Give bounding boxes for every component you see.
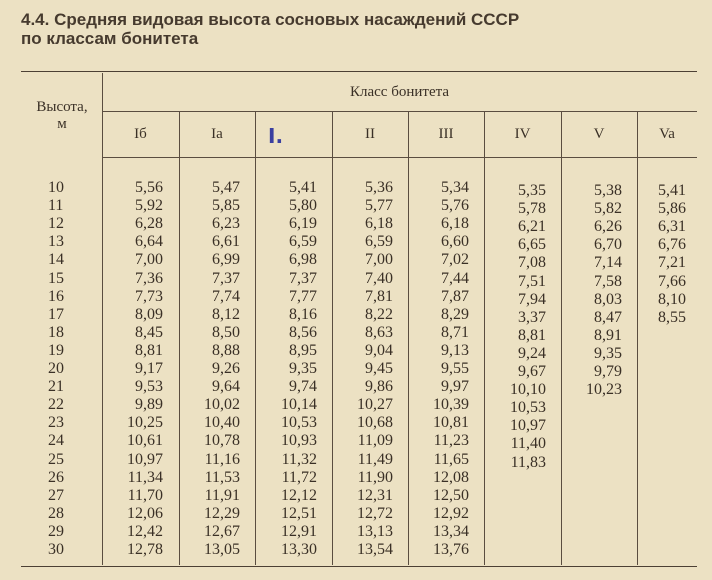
value-cell-i: 5,41 <box>289 179 317 196</box>
value-cell-ib: 7,73 <box>135 287 163 305</box>
value-cell-va: 8,55 <box>658 308 686 326</box>
value-cell-i: 9,35 <box>289 360 317 377</box>
title-line-1: 4.4. Средняя видовая высота сосновых насаждений СССР <box>21 10 520 29</box>
value-cell-ib: 5,56 <box>135 179 163 196</box>
value-cell-ia: 7,74 <box>212 287 240 305</box>
value-cell-iii: 6,60 <box>441 233 469 251</box>
height-cell: 21 <box>48 378 64 396</box>
column-divider <box>484 112 485 565</box>
height-cell: 24 <box>48 432 64 450</box>
value-cell-ib: 12,78 <box>127 541 163 558</box>
value-cell-iii: 5,34 <box>441 179 469 196</box>
column-header-ia: Iа <box>211 126 223 142</box>
title-line-2: по классам бонитета <box>21 29 199 48</box>
value-cell-i: 11,32 <box>281 450 317 468</box>
value-cell-ii: 10,68 <box>357 414 393 432</box>
value-cell-iii: 7,44 <box>441 269 469 287</box>
height-cell: 22 <box>48 396 64 414</box>
table-title <box>21 10 519 48</box>
value-cell-i: 8,95 <box>289 341 317 359</box>
value-cell-i: 10,53 <box>281 414 317 432</box>
value-cell-ib: 12,42 <box>127 522 163 540</box>
value-cell-iv: 5,35 <box>518 182 546 199</box>
value-cell-ib: 9,89 <box>135 396 163 414</box>
value-cell-ii: 6,59 <box>365 233 393 251</box>
height-cell: 20 <box>48 360 64 377</box>
height-cell: 13 <box>48 233 64 251</box>
value-cell-i: 6,59 <box>289 233 317 251</box>
value-cell-iii: 8,29 <box>441 305 469 323</box>
column-header-i-handwritten: I. <box>268 124 284 148</box>
value-cell-iv: 10,10 <box>510 381 546 399</box>
value-cell-ii: 12,72 <box>357 504 393 522</box>
value-cell-i: 12,12 <box>281 486 317 504</box>
value-cell-iv: 6,21 <box>518 218 546 236</box>
value-cell-iii: 6,18 <box>441 215 469 233</box>
value-cell-iv: 10,97 <box>510 417 546 435</box>
value-cell-iii: 10,81 <box>433 414 469 432</box>
value-cell-i: 13,30 <box>281 541 317 558</box>
value-cell-ia: 11,91 <box>204 486 240 504</box>
value-cell-ii: 8,22 <box>365 305 393 323</box>
value-cell-iv: 9,24 <box>518 344 546 362</box>
value-cell-ia: 11,53 <box>204 468 240 486</box>
value-cell-ia: 8,88 <box>212 341 240 359</box>
height-cell: 17 <box>48 305 64 323</box>
column-header-ii: II <box>365 126 375 142</box>
value-cell-ib: 6,28 <box>135 215 163 233</box>
height-cell: 29 <box>48 522 64 540</box>
column-divider <box>637 112 638 565</box>
value-cell-ii: 9,04 <box>365 341 393 359</box>
value-cell-ii: 8,63 <box>365 323 393 341</box>
height-unit: м <box>57 116 67 132</box>
value-cell-ii: 9,45 <box>365 360 393 377</box>
value-cell-ib: 8,45 <box>135 323 163 341</box>
value-cell-ia: 7,37 <box>212 269 240 287</box>
height-cell: 30 <box>48 541 64 558</box>
value-cell-ib: 10,97 <box>127 450 163 468</box>
table-bottom-rule <box>21 566 697 567</box>
value-cell-iii: 11,23 <box>433 432 469 450</box>
value-cell-ii: 9,86 <box>365 378 393 396</box>
value-cell-va: 7,66 <box>658 272 686 290</box>
value-cell-iii: 7,02 <box>441 251 469 269</box>
value-cell-iv: 7,51 <box>518 272 546 290</box>
value-cell-ia: 8,50 <box>212 323 240 341</box>
value-cell-iii: 9,97 <box>441 378 469 396</box>
value-cell-va: 6,76 <box>658 236 686 254</box>
column-header-v: V <box>593 126 605 142</box>
value-cell-ib: 10,25 <box>127 414 163 432</box>
value-cell-iv: 10,53 <box>510 399 546 417</box>
value-cell-va: 8,10 <box>658 290 686 308</box>
value-cell-v: 7,58 <box>594 272 622 290</box>
value-cell-i: 6,19 <box>289 215 317 233</box>
value-cell-iii: 5,76 <box>441 197 469 215</box>
value-cell-v: 9,35 <box>594 344 622 362</box>
value-cell-i: 10,14 <box>281 396 317 414</box>
height-label: Высота, <box>36 99 88 115</box>
value-cell-iv: 5,78 <box>518 200 546 218</box>
value-cell-ia: 13,05 <box>204 541 240 558</box>
value-cell-iv: 11,83 <box>510 453 546 471</box>
value-cell-ib: 8,81 <box>135 341 163 359</box>
value-cell-ii: 11,90 <box>357 468 393 486</box>
height-cell: 10 <box>48 179 64 196</box>
value-cell-ii: 6,18 <box>365 215 393 233</box>
column-divider <box>255 112 256 565</box>
height-cell: 27 <box>48 486 64 504</box>
value-cell-iii: 9,13 <box>441 341 469 359</box>
value-cell-i: 8,16 <box>289 305 317 323</box>
value-cell-ib: 6,64 <box>135 233 163 251</box>
value-cell-iii: 9,55 <box>441 360 469 377</box>
value-cell-ia: 10,40 <box>204 414 240 432</box>
value-cell-ii: 11,09 <box>357 432 393 450</box>
value-cell-ia: 12,29 <box>204 504 240 522</box>
value-cell-i: 5,80 <box>289 197 317 215</box>
value-cell-ii: 12,31 <box>357 486 393 504</box>
value-cell-i: 9,74 <box>289 378 317 396</box>
value-cell-ii: 11,49 <box>357 450 393 468</box>
value-cell-ia: 5,47 <box>212 179 240 196</box>
value-cell-iii: 12,92 <box>433 504 469 522</box>
value-cell-iii: 13,76 <box>433 541 469 558</box>
table-top-rule <box>21 71 697 72</box>
value-cell-v: 10,23 <box>586 381 622 399</box>
value-cell-iii: 8,71 <box>441 323 469 341</box>
value-cell-iv: 8,81 <box>518 326 546 344</box>
value-cell-i: 10,93 <box>281 432 317 450</box>
value-cell-i: 7,37 <box>289 269 317 287</box>
value-cell-ii: 7,81 <box>365 287 393 305</box>
value-cell-ia: 10,02 <box>204 396 240 414</box>
height-cell: 26 <box>48 468 64 486</box>
value-cell-va: 6,31 <box>658 218 686 236</box>
height-cell: 18 <box>48 323 64 341</box>
value-cell-va: 5,86 <box>658 200 686 218</box>
value-cell-ii: 5,36 <box>365 179 393 196</box>
value-cell-i: 12,51 <box>281 504 317 522</box>
value-cell-ib: 11,34 <box>127 468 163 486</box>
value-cell-ia: 6,23 <box>212 215 240 233</box>
value-cell-ib: 9,53 <box>135 378 163 396</box>
value-cell-ii: 13,13 <box>357 522 393 540</box>
value-cell-ii: 7,00 <box>365 251 393 269</box>
height-cell: 15 <box>48 269 64 287</box>
value-cell-i: 6,98 <box>289 251 317 269</box>
value-cell-ia: 8,12 <box>212 305 240 323</box>
value-cell-ib: 12,06 <box>127 504 163 522</box>
value-cell-ia: 11,16 <box>204 450 240 468</box>
value-cell-iii: 12,08 <box>433 468 469 486</box>
value-cell-ia: 9,26 <box>212 360 240 377</box>
value-cell-ii: 5,77 <box>365 197 393 215</box>
height-column-header <box>22 99 102 133</box>
value-cell-iii: 10,39 <box>433 396 469 414</box>
height-cell: 19 <box>48 341 64 359</box>
value-cell-ib: 10,61 <box>127 432 163 450</box>
value-cell-ib: 5,92 <box>135 197 163 215</box>
value-cell-v: 8,91 <box>594 326 622 344</box>
site-class-header: Класс бонитета <box>349 84 449 100</box>
value-cell-ib: 11,70 <box>127 486 163 504</box>
value-cell-ia: 5,85 <box>212 197 240 215</box>
value-cell-i: 7,77 <box>289 287 317 305</box>
value-cell-ii: 10,27 <box>357 396 393 414</box>
value-cell-v: 5,38 <box>594 182 622 199</box>
value-cell-i: 8,56 <box>289 323 317 341</box>
value-cell-v: 6,26 <box>594 218 622 236</box>
value-cell-va: 5,41 <box>658 182 686 199</box>
value-cell-ia: 10,78 <box>204 432 240 450</box>
value-cell-ia: 6,99 <box>212 251 240 269</box>
value-cell-iii: 13,34 <box>433 522 469 540</box>
value-cell-ia: 6,61 <box>212 233 240 251</box>
value-cell-ib: 9,17 <box>135 360 163 377</box>
header-divider <box>102 111 697 112</box>
value-cell-iv: 6,65 <box>518 236 546 254</box>
value-cell-ib: 7,00 <box>135 251 163 269</box>
height-cell: 16 <box>48 287 64 305</box>
value-cell-ii: 13,54 <box>357 541 393 558</box>
header-bottom-rule <box>102 157 697 158</box>
value-cell-iii: 7,87 <box>441 287 469 305</box>
value-cell-v: 8,03 <box>594 290 622 308</box>
value-cell-v: 6,70 <box>594 236 622 254</box>
value-cell-iv: 3,37 <box>518 308 546 326</box>
column-header-va: Va <box>659 126 675 142</box>
height-cell: 12 <box>48 215 64 233</box>
value-cell-iv: 7,94 <box>518 290 546 308</box>
value-cell-iv: 11,40 <box>510 435 546 453</box>
column-header-ib: Iб <box>134 126 147 142</box>
value-cell-iii: 11,65 <box>433 450 469 468</box>
value-cell-ia: 9,64 <box>212 378 240 396</box>
value-cell-v: 9,79 <box>594 363 622 380</box>
value-cell-i: 12,91 <box>281 522 317 540</box>
value-cell-v: 5,82 <box>594 200 622 218</box>
height-cell: 11 <box>48 197 64 215</box>
value-cell-ii: 7,40 <box>365 269 393 287</box>
value-cell-va: 7,21 <box>658 254 686 272</box>
value-cell-v: 7,14 <box>594 254 622 272</box>
height-cell: 23 <box>48 414 64 432</box>
value-cell-ia: 12,67 <box>204 522 240 540</box>
value-cell-i: 11,72 <box>281 468 317 486</box>
height-cell: 25 <box>48 450 64 468</box>
value-cell-ib: 7,36 <box>135 269 163 287</box>
value-cell-iv: 7,08 <box>518 254 546 272</box>
value-cell-iii: 12,50 <box>433 486 469 504</box>
column-header-iii: III <box>438 126 454 142</box>
value-cell-iv: 9,67 <box>518 363 546 380</box>
height-cell: 28 <box>48 504 64 522</box>
column-header-iv: IV <box>514 126 531 142</box>
value-cell-ib: 8,09 <box>135 305 163 323</box>
height-cell: 14 <box>48 251 64 269</box>
value-cell-v: 8,47 <box>594 308 622 326</box>
